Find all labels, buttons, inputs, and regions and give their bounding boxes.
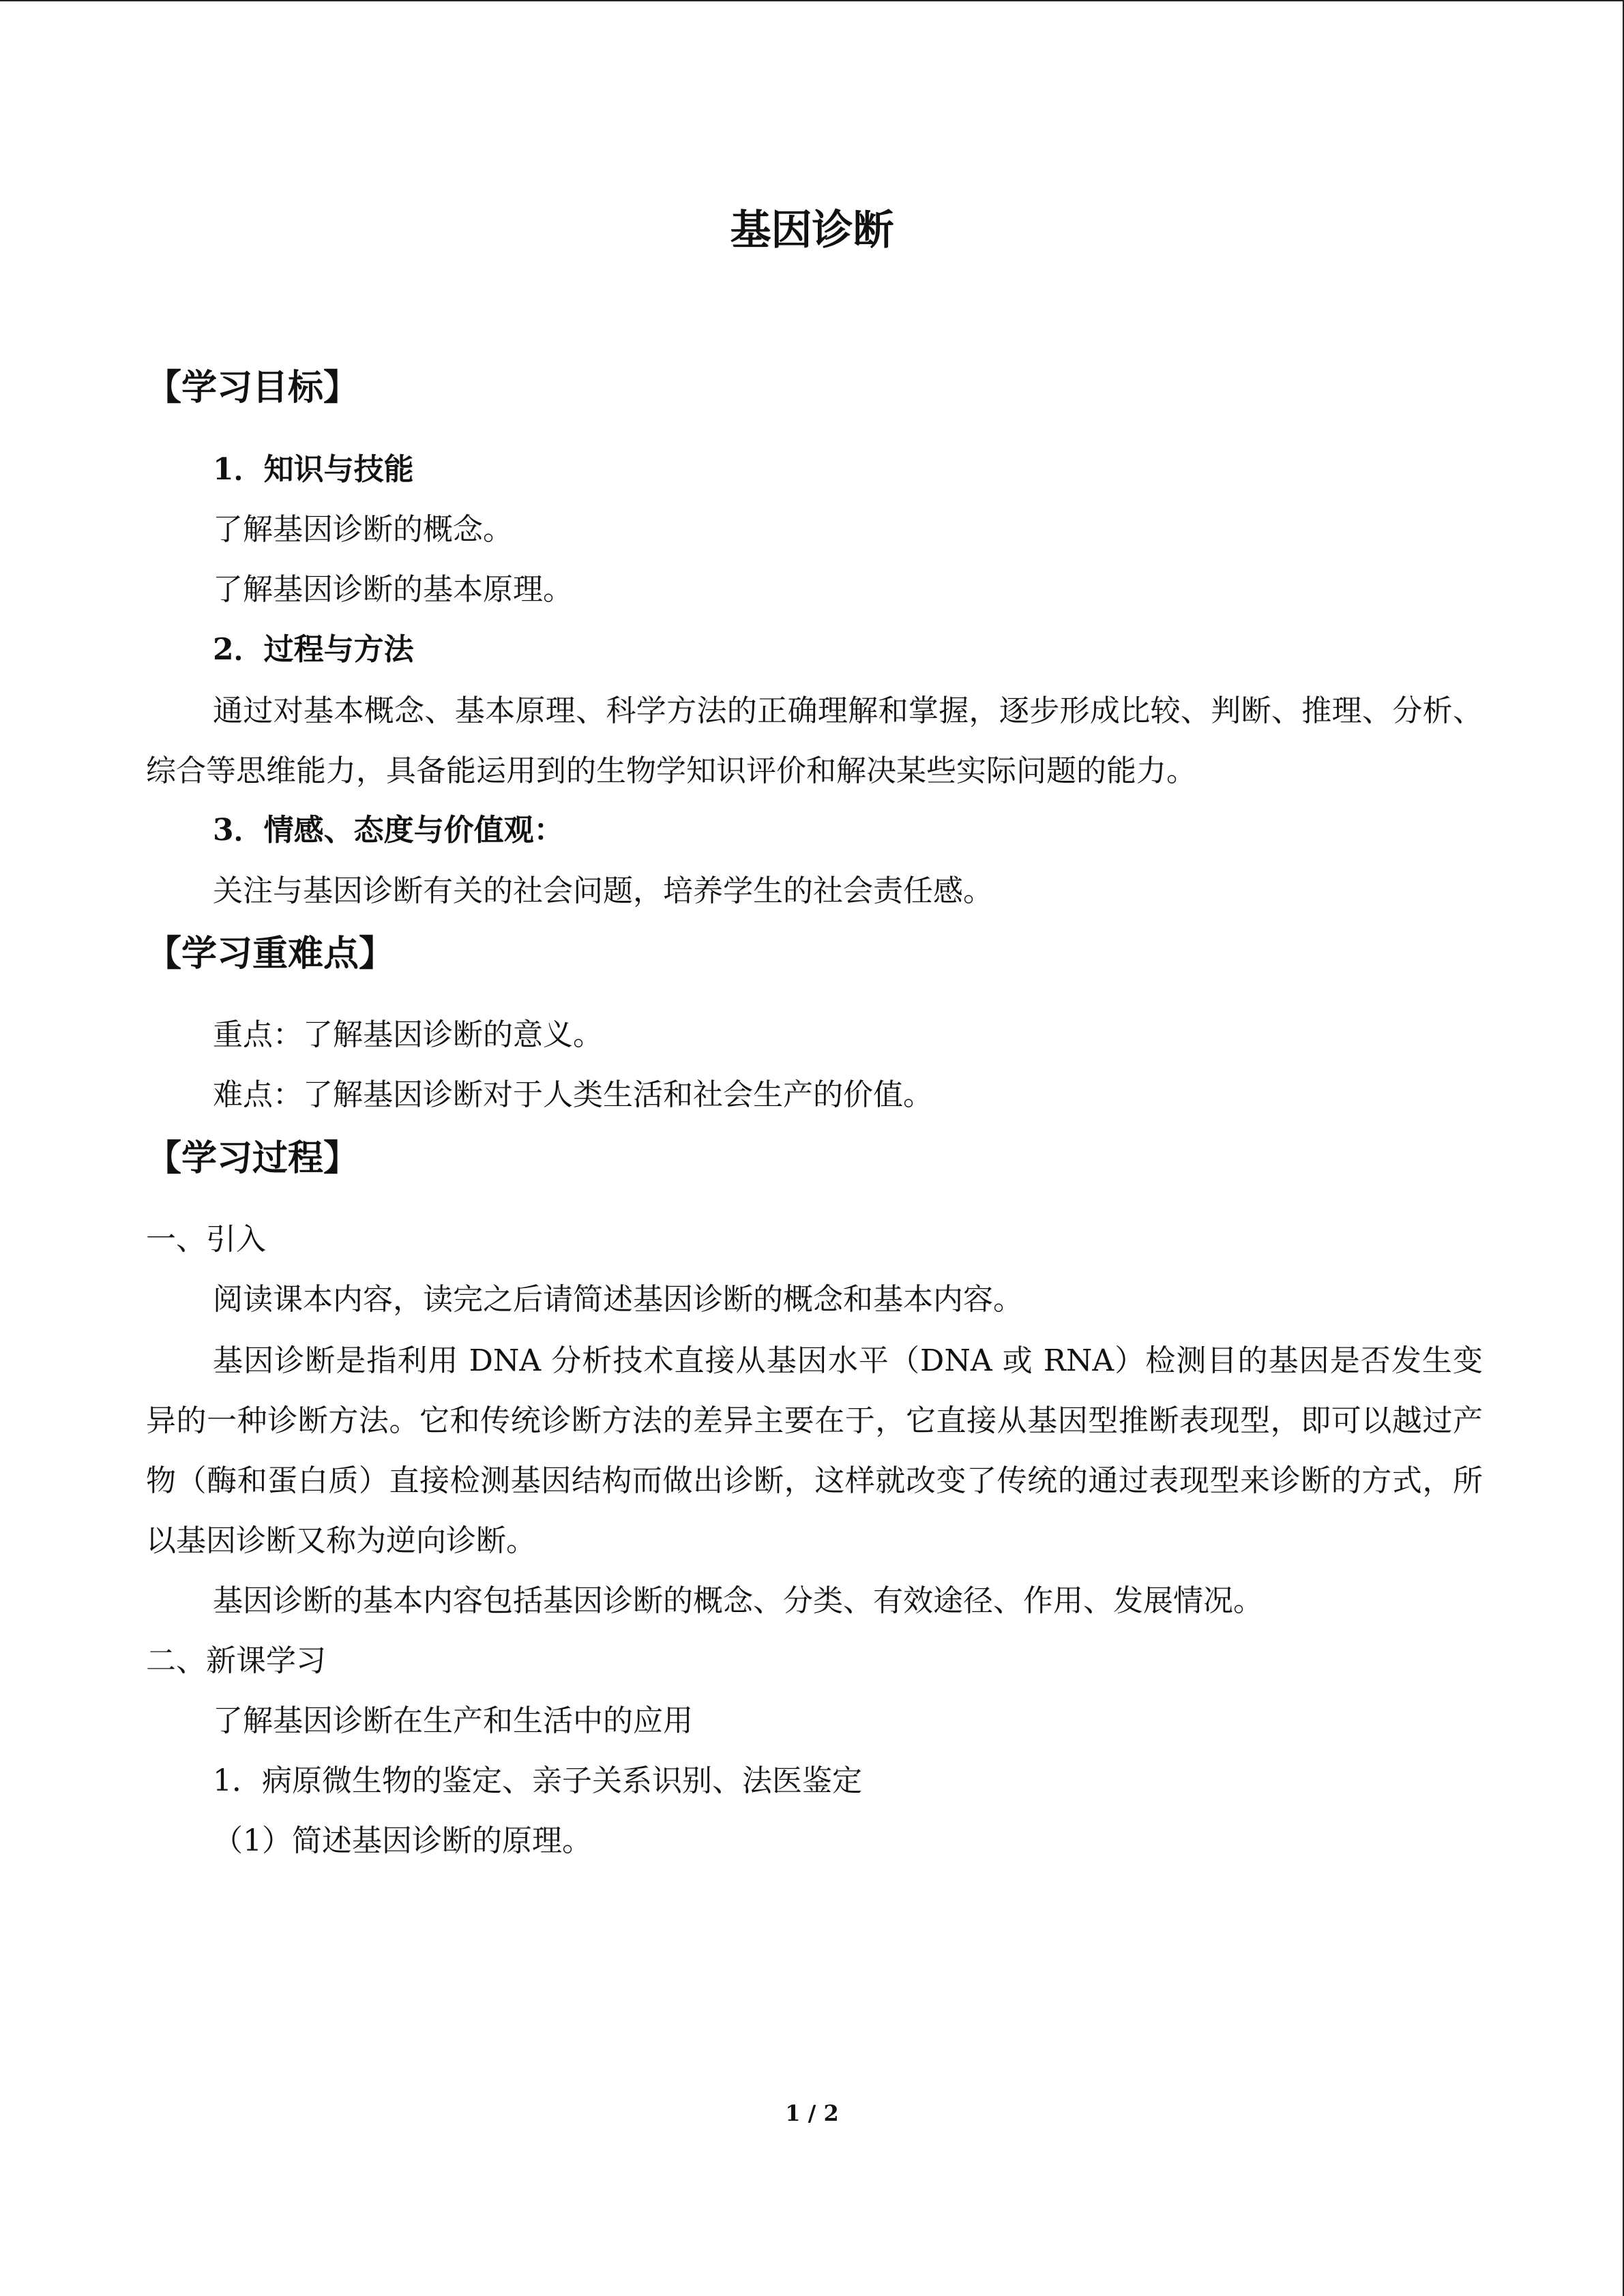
subheading-attitude-values: 3．情感、态度与价值观： (213, 813, 564, 848)
paragraph-process-method: 通过对基本概念、基本原理、科学方法的正确理解和掌握，逐步形成比较、判断、推理、分析、综合等思维能力，具备能运用到的生物学知识评价和解决某些实际问题的能力。 (146, 694, 1483, 788)
paragraph-pathogen-identification: 1．病原微生物的鉴定、亲子关系识别、法医鉴定 (213, 1763, 862, 1798)
paragraph-read-textbook: 阅读课本内容，读完之后请简述基因诊断的概念和基本内容。 (213, 1282, 1023, 1317)
page-number: 1 / 2 (785, 2100, 839, 2126)
section-new-lesson: 二、新课学习 (146, 1643, 326, 1678)
heading-key-difficult-points: 【学习重难点】 (146, 933, 395, 974)
paragraph-difficult-point: 难点：了解基因诊断对于人类生活和社会生产的价值。 (213, 1077, 933, 1112)
subheading-knowledge-skills: 1．知识与技能 (213, 452, 414, 487)
paragraph-basic-content: 基因诊断的基本内容包括基因诊断的概念、分类、有效途径、作用、发展情况。 (213, 1583, 1263, 1618)
paragraph-attitude-values: 关注与基因诊断有关的社会问题，培养学生的社会责任感。 (213, 874, 993, 908)
heading-learning-goals: 【学习目标】 (146, 367, 359, 408)
subheading-process-method: 2．过程与方法 (213, 632, 414, 667)
section-introduction: 一、引入 (146, 1222, 266, 1257)
paragraph-principle-question: （1）简述基因诊断的原理。 (213, 1823, 592, 1858)
paragraph-key-point: 重点：了解基因诊断的意义。 (213, 1017, 603, 1052)
heading-learning-process: 【学习过程】 (146, 1137, 359, 1179)
paragraph-gene-diagnosis-definition: 基因诊断是指利用 DNA 分析技术直接从基因水平（DNA 或 RNA）检测目的基因是否发生变异的一种诊断方法。它和传统诊断方法的差异主要在于，它直接从基因型推断表现型，即可以越过产物（酶和蛋白质）直接检测基因结构而做出诊断，这样就改变了传统的通过表现型来诊断的方式，所以基因诊断又称为逆向诊断。 (146, 1343, 1483, 1558)
paragraph-applications: 了解基因诊断在生产和生活中的应用 (213, 1703, 693, 1738)
paragraph-goal-principle: 了解基因诊断的基本原理。 (213, 572, 573, 607)
paragraph-goal-concept: 了解基因诊断的概念。 (213, 512, 513, 547)
document-title: 基因诊断 (730, 207, 894, 254)
